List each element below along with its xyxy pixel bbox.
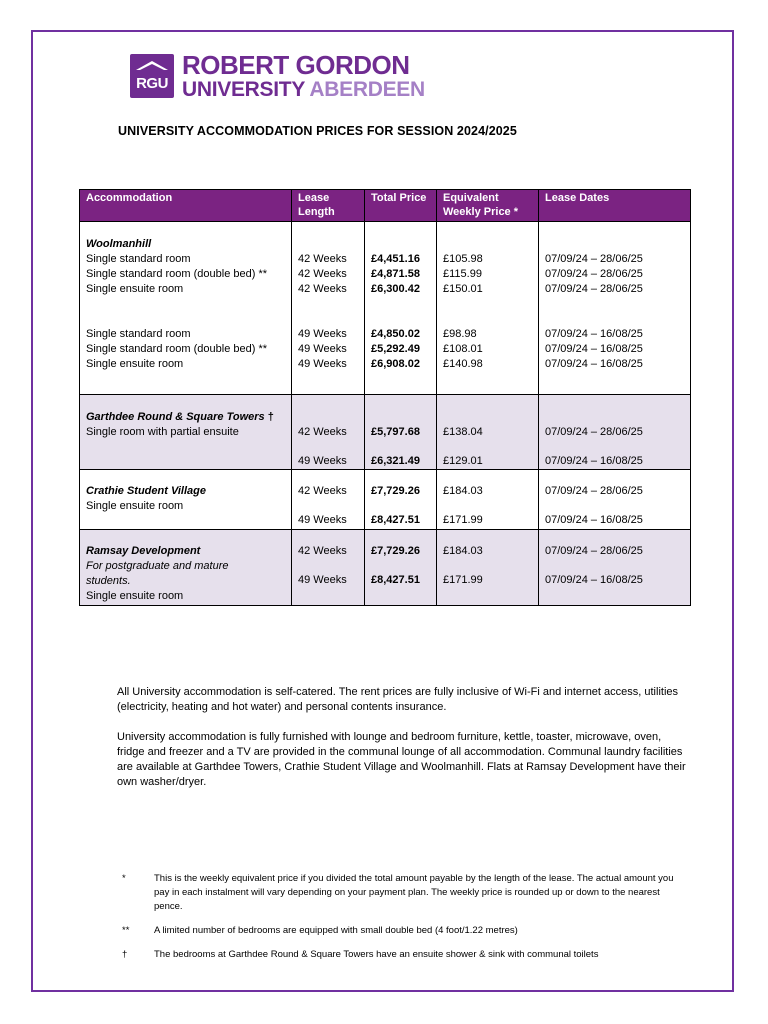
logo-aberdeen: ABERDEEN [309,78,425,101]
cell-lease-dates: 07/09/24 – 28/06/25 07/09/24 – 16/08/25 [539,470,691,530]
paragraph-self-catered: All University accommodation is self-catered. The rent prices are fully inclusive of Wi-Fi and internet access, utilities (electricity, heating and hot water) and personal contents insurance. [117,686,679,713]
rgu-badge [130,54,174,98]
cell-weekly-price: £138.04 £129.01 [437,395,539,470]
footnote-mark: * [122,873,126,884]
cell-lease-length: 42 Weeks 49 Weeks [292,395,365,470]
cell-weekly-price: £105.98 £115.99 £150.01 £98.98 £108.01 £140.98 [437,222,539,395]
section-name: Ramsay Development [86,545,201,557]
cell-accommodation: Crathie Student Village Single ensuite room [80,470,292,530]
table-row-crathie [80,470,691,530]
cell-total-price: £5,797.68 £6,321.49 [365,395,437,470]
footnote-mark: † [122,949,128,960]
cell-lease-length: 42 Weeks 49 Weeks [292,530,365,606]
header-accommodation: Accommodation [80,190,292,222]
table-row-garthdee [80,395,691,470]
cell-total-price: £7,729.26 £8,427.51 [365,470,437,530]
footnotes [117,872,677,972]
section-name: Woolmanhill [86,238,152,250]
cell-lease-dates: 07/09/24 – 28/06/25 07/09/24 – 28/06/25 07/09/24 – 28/06/25 07/09/24 – 16/08/25 07/09/24 – 16/08/25 07/09/24 – 16/08/25 [539,222,691,395]
header-lease-dates: Lease Dates [539,190,691,222]
footnote-mark: ** [122,925,130,936]
cell-weekly-price: £184.03 £171.99 [437,530,539,606]
footnote-double-bed: ** A limited number of bedrooms are equipped with small double bed (4 foot/1.22 metres) [117,924,677,938]
logo-university: UNIVERSITY [182,78,305,101]
header-total-price: Total Price [365,190,437,222]
rgu-logo [130,50,425,101]
cell-lease-length: 42 Weeks 42 Weeks 42 Weeks 49 Weeks 49 Weeks 49 Weeks [292,222,365,395]
cell-accommodation: Ramsay Development For postgraduate and mature students. Single ensuite room [80,530,292,606]
cell-accommodation: Woolmanhill Single standard room Single standard room (double bed) ** Single ensuite room Single standard room Single standard room (double bed) ** Single ensuite room [80,222,292,395]
cell-lease-length: 42 Weeks 49 Weeks [292,470,365,530]
page-title: UNIVERSITY ACCOMMODATION PRICES FOR SESSION 2024/2025 [118,124,517,138]
footnote-weekly-price: * This is the weekly equivalent price if you divided the total amount payable by the length of the lease. The actual amount you pay in each instalment will vary depending on your payment plan. The weekly price is rounded up or down to the nearest pence. [117,872,677,914]
table-header-row [80,190,691,222]
cell-total-price: £4,451.16 £4,871.58 £6,300.42 £4,850.02 £5,292.49 £6,908.02 [365,222,437,395]
logo-badge-text: RGU [136,75,168,92]
header-weekly-price: Equivalent Weekly Price * [437,190,539,222]
logo-line-1: ROBERT GORDON [182,50,410,80]
section-name: Garthdee Round & Square Towers [86,411,265,423]
cell-lease-dates: 07/09/24 – 28/06/25 07/09/24 – 16/08/25 [539,395,691,470]
cell-total-price: £7,729.26 £8,427.51 [365,530,437,606]
cell-accommodation: Garthdee Round & Square Towers † Single room with partial ensuite [80,395,292,470]
cell-weekly-price: £184.03 £171.99 [437,470,539,530]
footnote-garthdee: † The bedrooms at Garthdee Round & Square Towers have an ensuite shower & sink with communal toilets [117,948,677,962]
section-name: Crathie Student Village [86,485,207,497]
table-row-woolmanhill [80,222,691,395]
accommodation-price-table [79,189,691,606]
paragraph-furnished: University accommodation is fully furnished with lounge and bedroom furniture, kettle, toaster, microwave, oven, fridge and freezer and a TV are provided in the communal lounge of all accommodation. Communal laundry facilities are available at Garthdee Towers, Crathie Student Village and Woolmanhill. Flats at Ramsay Development have their own washer/dryer. [117,731,686,788]
cell-lease-dates: 07/09/24 – 28/06/25 07/09/24 – 16/08/25 [539,530,691,606]
header-lease-length: Lease Length [292,190,365,222]
table-row-ramsay [80,530,691,606]
dagger-mark: † [267,411,274,423]
